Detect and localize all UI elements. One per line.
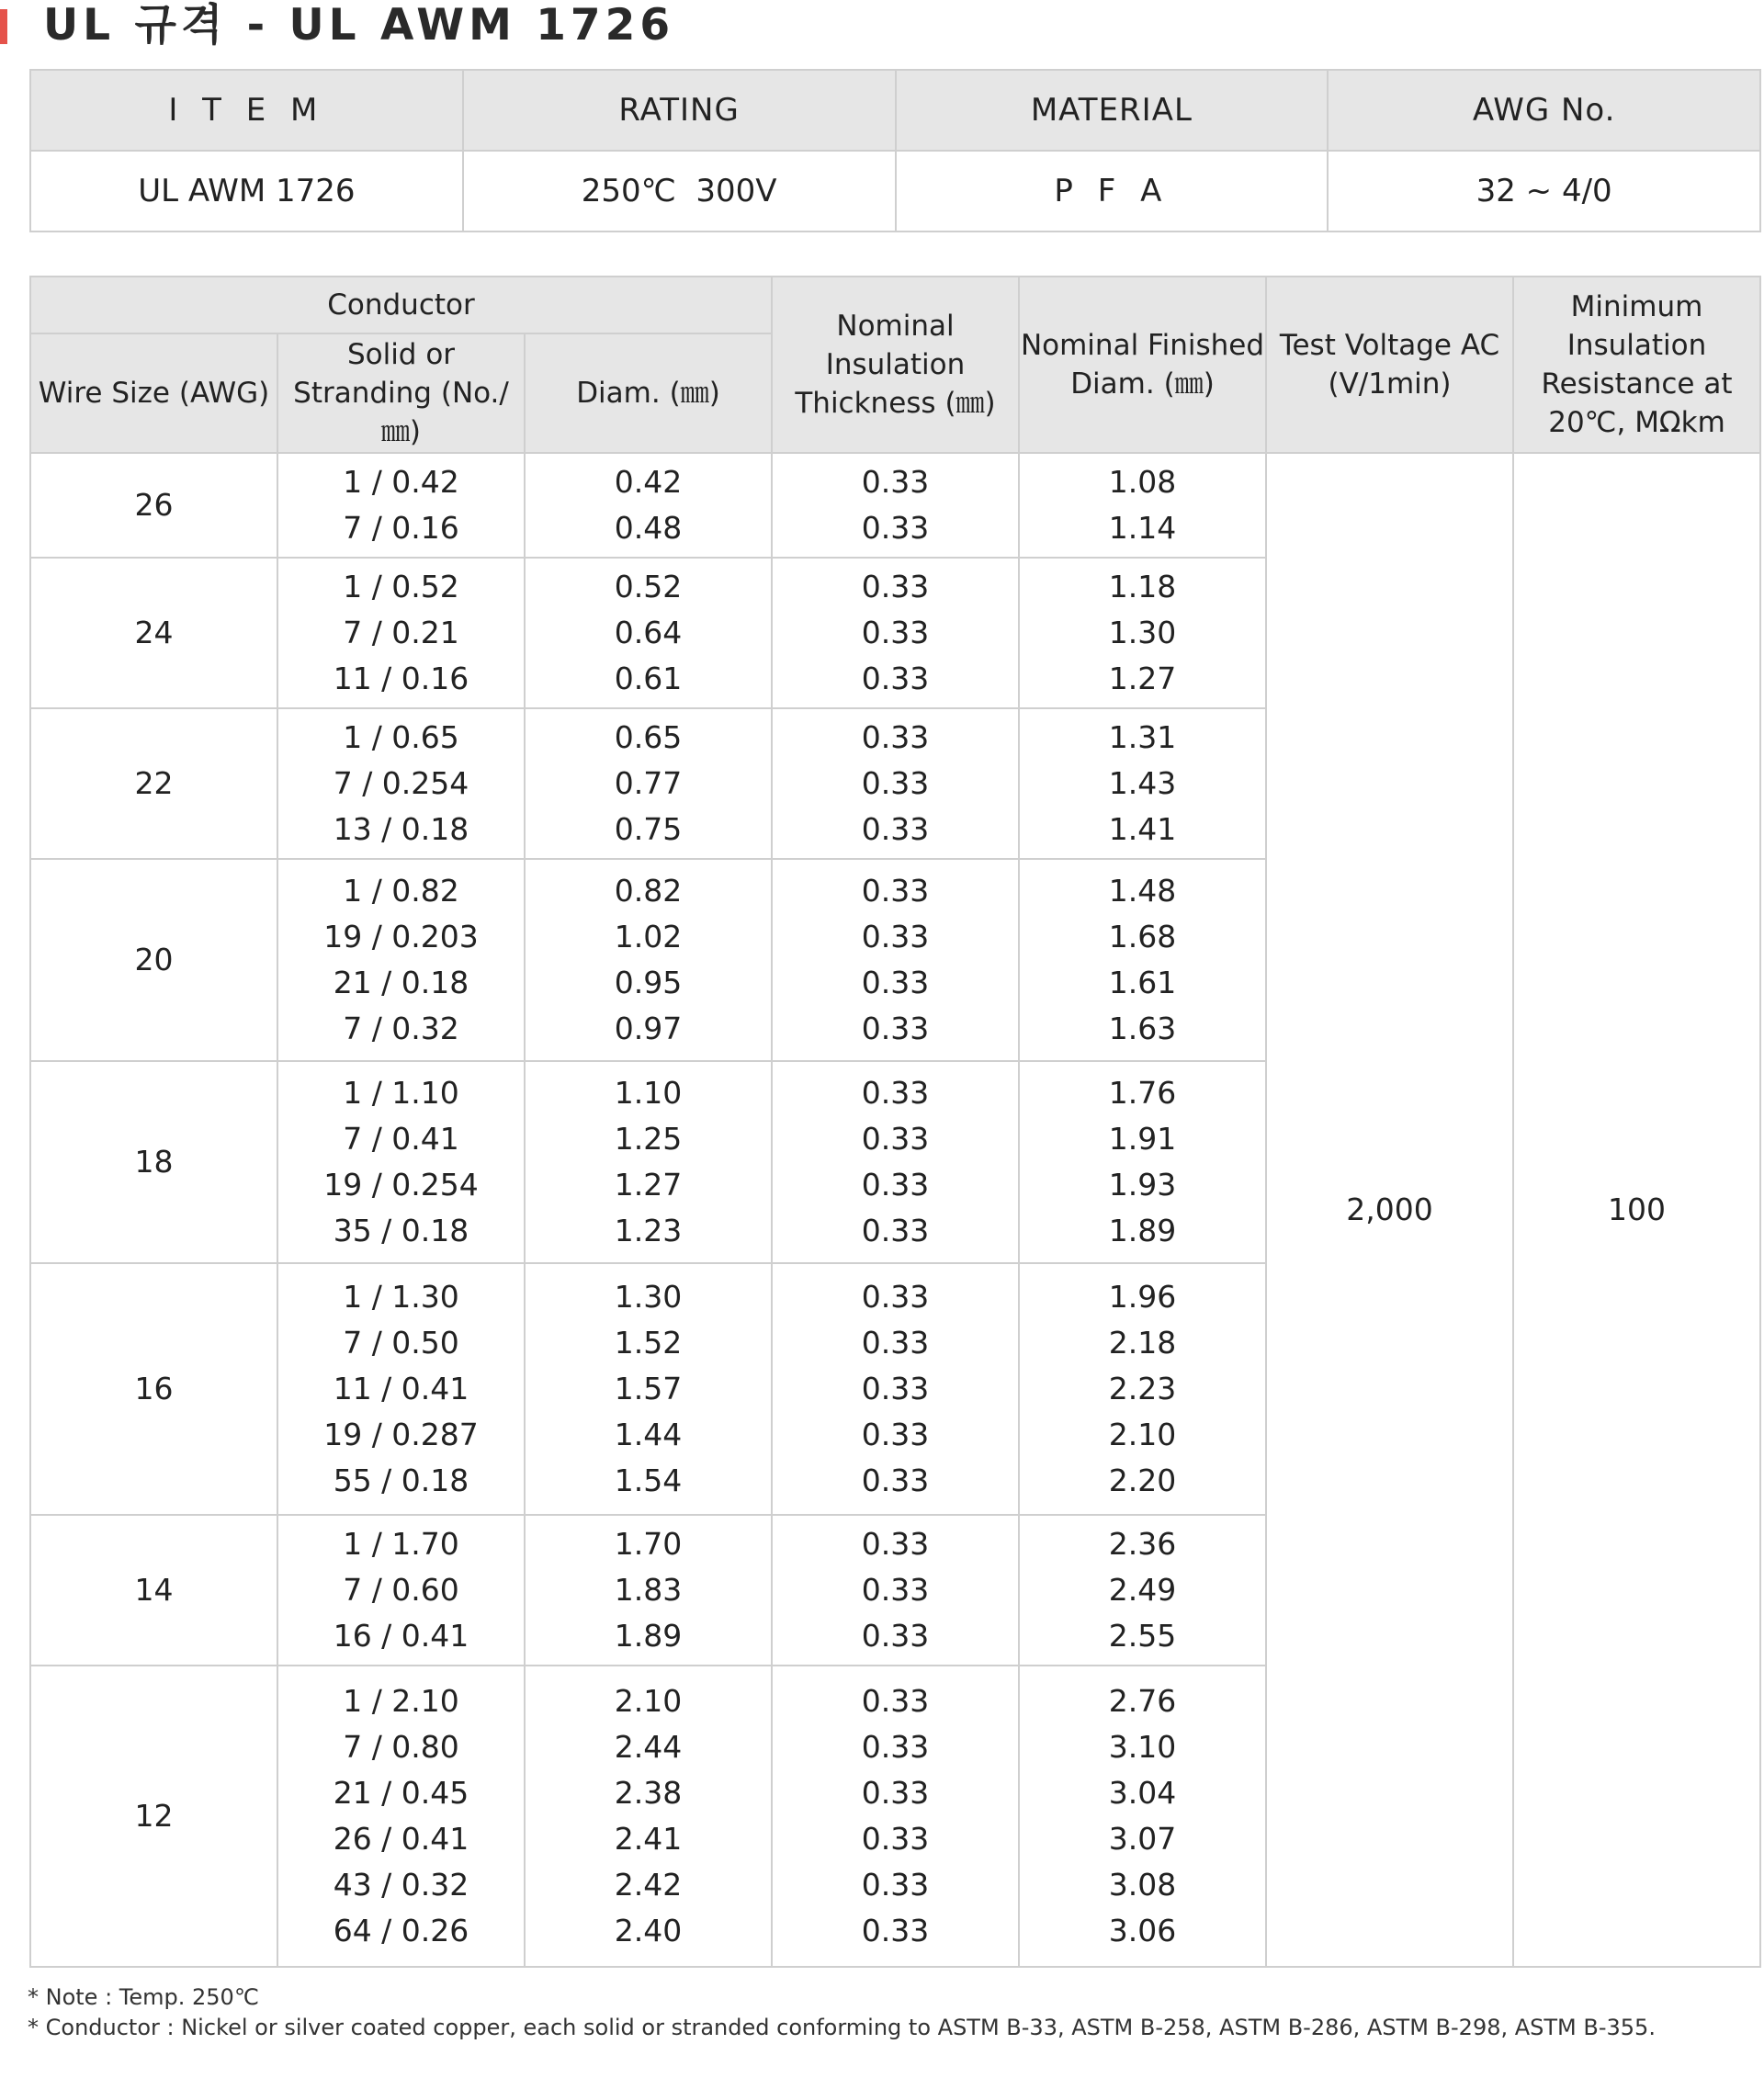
diam-value: 1.89 [614,1618,683,1654]
finished-cell [1019,1263,1266,1515]
diam-value: 0.64 [614,615,683,650]
diam-cell [525,1515,772,1666]
insulation-value: 0.33 [861,1867,930,1903]
finished-cell [1019,1515,1266,1666]
stranding-value: 21 / 0.45 [333,1775,469,1811]
diam-value: 2.40 [614,1913,683,1948]
spec-value-row [30,151,1760,232]
note-conductor: * Conductor : Nickel or silver coated copper, each solid or stranded conforming to ASTM B-33, ASTM B-258, ASTM B-286, ASTM B-298, ASTM B-355. [28,2015,1656,2040]
diam-value: 1.27 [614,1167,683,1203]
diam-value: 0.42 [614,464,683,500]
header-line: Wire Size [38,377,170,410]
stranding-value: 7 / 0.254 [333,765,469,801]
insulation-value: 0.33 [861,1371,930,1406]
stranding-value: 19 / 0.254 [323,1167,479,1203]
finished-cell [1019,859,1266,1061]
header-line: Insulation [1566,329,1707,362]
stranding-header [277,333,525,453]
stranding-value: 35 / 0.18 [333,1213,469,1248]
diam-value: 2.41 [614,1821,683,1857]
finished-value: 3.06 [1108,1913,1177,1948]
stranding-value: 7 / 0.16 [343,510,459,546]
spec-header-awg: AWG No. [1328,70,1760,151]
stranding-value: 11 / 0.16 [333,661,469,696]
wire-size-cell: 18 [30,1061,277,1263]
title-accent-bar [0,9,7,44]
stranding-cell [277,453,525,558]
stranding-value: 13 / 0.18 [333,811,469,847]
insulation-cell [772,708,1019,859]
finished-cell [1019,1666,1266,1967]
resistance-header [1513,277,1760,453]
table-row [30,453,1760,558]
diam-value: 0.52 [614,569,683,604]
insulation-value: 0.33 [861,1121,930,1157]
insulation-cell [772,1666,1019,1967]
diam-value: 1.57 [614,1371,683,1406]
wire-size-header [30,333,277,453]
diam-cell [525,1666,772,1967]
insulation-value: 0.33 [861,1279,930,1315]
stranding-value: 1 / 1.70 [343,1526,459,1562]
diam-cell [525,1061,772,1263]
stranding-value: 7 / 0.80 [343,1729,459,1765]
diam-value: 1.44 [614,1417,683,1452]
wire-size-cell: 22 [30,708,277,859]
finished-value: 1.61 [1108,965,1177,1000]
finished-value: 1.68 [1108,919,1177,954]
header-line: (㎜) [944,387,996,420]
insulation-value: 0.33 [861,1325,930,1361]
diam-value: 0.65 [614,719,683,755]
finished-value: 1.30 [1108,615,1177,650]
finished-cell [1019,453,1266,558]
diam-value: 1.30 [614,1279,683,1315]
insulation-value: 0.33 [861,1011,930,1046]
insulation-value: 0.33 [861,919,930,954]
stranding-cell [277,1666,525,1967]
diam-value: 2.38 [614,1775,683,1811]
stranding-value: 7 / 0.21 [343,615,459,650]
finished-value: 1.41 [1108,811,1177,847]
header-line: AC [1460,329,1500,362]
spec-value-rating: 250℃ 300V [463,151,896,232]
insulation-value: 0.33 [861,1913,930,1948]
conductor-header: Conductor [30,277,772,333]
finished-value: 1.63 [1108,1011,1177,1046]
wire-size-cell: 12 [30,1666,277,1967]
finished-value: 1.27 [1108,661,1177,696]
diam-cell [525,1263,772,1515]
insulation-value: 0.33 [861,811,930,847]
insulation-value: 0.33 [861,1075,930,1111]
diam-value: 1.70 [614,1526,683,1562]
header-line: Diam. [576,377,661,410]
diam-value: 0.82 [614,873,683,909]
stranding-value: 7 / 0.32 [343,1011,459,1046]
page-title: UL 규격 - UL AWM 1726 [43,0,675,51]
diam-value: 1.02 [614,919,683,954]
diam-cell [525,859,772,1061]
finished-cell [1019,558,1266,708]
stranding-value: 21 / 0.18 [333,965,469,1000]
header-line: Resistance [1541,367,1695,401]
spec-header-item: I T E M [30,70,463,151]
spec-header-material: MATERIAL [896,70,1329,151]
finished-value: 1.93 [1108,1167,1177,1203]
header-line: Thickness [795,387,936,420]
insulation-cell [772,558,1019,708]
insulation-value: 0.33 [861,1526,930,1562]
insulation-value: 0.33 [861,615,930,650]
stranding-value: 1 / 1.10 [343,1075,459,1111]
diam-value: 2.44 [614,1729,683,1765]
diam-value: 1.25 [614,1121,683,1157]
stranding-value: 19 / 0.203 [323,919,479,954]
insulation-value: 0.33 [861,1821,930,1857]
insulation-value: 0.33 [861,1167,930,1203]
spec-table [29,69,1761,232]
min-resistance-cell: 100 [1513,453,1760,1967]
insulation-value: 0.33 [861,1618,930,1654]
test-voltage-header [1266,277,1513,453]
spec-value-awg: 32 ~ 4/0 [1328,151,1760,232]
insulation-cell [772,1061,1019,1263]
header-line: (V/1min) [1328,367,1452,401]
stranding-value: 26 / 0.41 [333,1821,469,1857]
header-line: Test Voltage [1279,329,1452,362]
spec-header-row [30,70,1760,151]
stranding-value: 7 / 0.60 [343,1572,459,1608]
spec-value-item: UL AWM 1726 [30,151,463,232]
finished-value: 1.31 [1108,719,1177,755]
finished-value: 1.76 [1108,1075,1177,1111]
insulation-value: 0.33 [861,873,930,909]
wire-size-cell: 16 [30,1263,277,1515]
finished-value: 3.07 [1108,1821,1177,1857]
stranding-value: 19 / 0.287 [323,1417,479,1452]
stranding-value: 7 / 0.41 [343,1121,459,1157]
stranding-cell [277,1263,525,1515]
stranding-value: 16 / 0.41 [333,1618,469,1654]
insulation-value: 0.33 [861,965,930,1000]
diam-value: 1.54 [614,1463,683,1498]
footnotes [28,1982,1656,2043]
header-line: Diam. [1070,367,1155,401]
header-line: Nominal Finished [1020,329,1265,362]
stranding-value: 7 / 0.50 [343,1325,459,1361]
diam-value: 0.95 [614,965,683,1000]
data-header-row-1 [30,277,1760,333]
diam-value: 1.23 [614,1213,683,1248]
diam-value: 0.77 [614,765,683,801]
diam-cell [525,708,772,859]
insulation-value: 0.33 [861,1729,930,1765]
finished-value: 1.89 [1108,1213,1177,1248]
insulation-value: 0.33 [861,1213,930,1248]
insulation-value: 0.33 [861,661,930,696]
finished-value: 1.43 [1108,765,1177,801]
insulation-value: 0.33 [861,1463,930,1498]
finished-value: 2.10 [1108,1417,1177,1452]
data-table-body [30,453,1760,1967]
insulation-value: 0.33 [861,510,930,546]
insulation-value: 0.33 [861,765,930,801]
finished-cell [1019,708,1266,859]
diam-value: 1.83 [614,1572,683,1608]
stranding-cell [277,708,525,859]
finished-value: 3.08 [1108,1867,1177,1903]
header-line: Solid or Stranding [293,338,456,410]
finished-value: 1.14 [1108,510,1177,546]
stranding-value: 1 / 0.82 [343,873,459,909]
header-line: Nominal [836,310,955,343]
finished-value: 2.36 [1108,1526,1177,1562]
stranding-value: 1 / 0.52 [343,569,459,604]
insulation-value: 0.33 [861,1417,930,1452]
header-line: (㎜) [669,377,720,410]
spec-value-material: P F A [896,151,1329,232]
stranding-value: 1 / 1.30 [343,1279,459,1315]
stranding-cell [277,1061,525,1263]
stranding-value: 1 / 0.65 [343,719,459,755]
wire-size-cell: 14 [30,1515,277,1666]
header-line: (No./㎜) [380,377,509,448]
insulation-value: 0.33 [861,719,930,755]
stranding-value: 11 / 0.41 [333,1371,469,1406]
diam-value: 1.10 [614,1075,683,1111]
insulation-header [772,277,1019,453]
wire-size-cell: 24 [30,558,277,708]
wire-data-table [29,276,1761,1968]
finished-value: 2.76 [1108,1683,1177,1719]
wire-size-cell: 26 [30,453,277,558]
diam-value: 0.48 [614,510,683,546]
header-line: Insulation [825,348,966,381]
header-line: Minimum [1570,290,1703,323]
finished-cell [1019,1061,1266,1263]
insulation-cell [772,1263,1019,1515]
finished-value: 2.49 [1108,1572,1177,1608]
header-line: (AWG) [178,377,270,410]
finished-value: 1.96 [1108,1279,1177,1315]
insulation-value: 0.33 [861,1572,930,1608]
finished-value: 1.48 [1108,873,1177,909]
stranding-cell [277,558,525,708]
insulation-cell [772,1515,1019,1666]
note-temperature: * Note : Temp. 250℃ [28,1984,259,2010]
test-voltage-cell: 2,000 [1266,453,1513,1967]
insulation-value: 0.33 [861,1683,930,1719]
finished-value: 1.18 [1108,569,1177,604]
diam-value: 2.42 [614,1867,683,1903]
insulation-value: 0.33 [861,1775,930,1811]
diam-header [525,333,772,453]
wire-size-cell: 20 [30,859,277,1061]
insulation-cell [772,859,1019,1061]
diam-value: 2.10 [614,1683,683,1719]
finished-value: 3.04 [1108,1775,1177,1811]
diam-value: 0.61 [614,661,683,696]
stranding-cell [277,859,525,1061]
header-line: at 20℃, MΩkm [1548,367,1733,439]
finished-diam-header [1019,277,1266,453]
diam-cell [525,558,772,708]
stranding-value: 43 / 0.32 [333,1867,469,1903]
insulation-value: 0.33 [861,569,930,604]
finished-value: 1.91 [1108,1121,1177,1157]
header-line: (㎜) [1163,367,1215,401]
diam-cell [525,453,772,558]
insulation-value: 0.33 [861,464,930,500]
spec-header-rating: RATING [463,70,896,151]
stranding-value: 64 / 0.26 [333,1913,469,1948]
finished-value: 2.18 [1108,1325,1177,1361]
stranding-cell [277,1515,525,1666]
finished-value: 1.08 [1108,464,1177,500]
stranding-value: 1 / 0.42 [343,464,459,500]
finished-value: 2.20 [1108,1463,1177,1498]
stranding-value: 55 / 0.18 [333,1463,469,1498]
diam-value: 0.97 [614,1011,683,1046]
finished-value: 2.55 [1108,1618,1177,1654]
insulation-cell [772,453,1019,558]
stranding-value: 1 / 2.10 [343,1683,459,1719]
finished-value: 3.10 [1108,1729,1177,1765]
finished-value: 2.23 [1108,1371,1177,1406]
diam-value: 1.52 [614,1325,683,1361]
diam-value: 0.75 [614,811,683,847]
page-header [0,0,1764,55]
